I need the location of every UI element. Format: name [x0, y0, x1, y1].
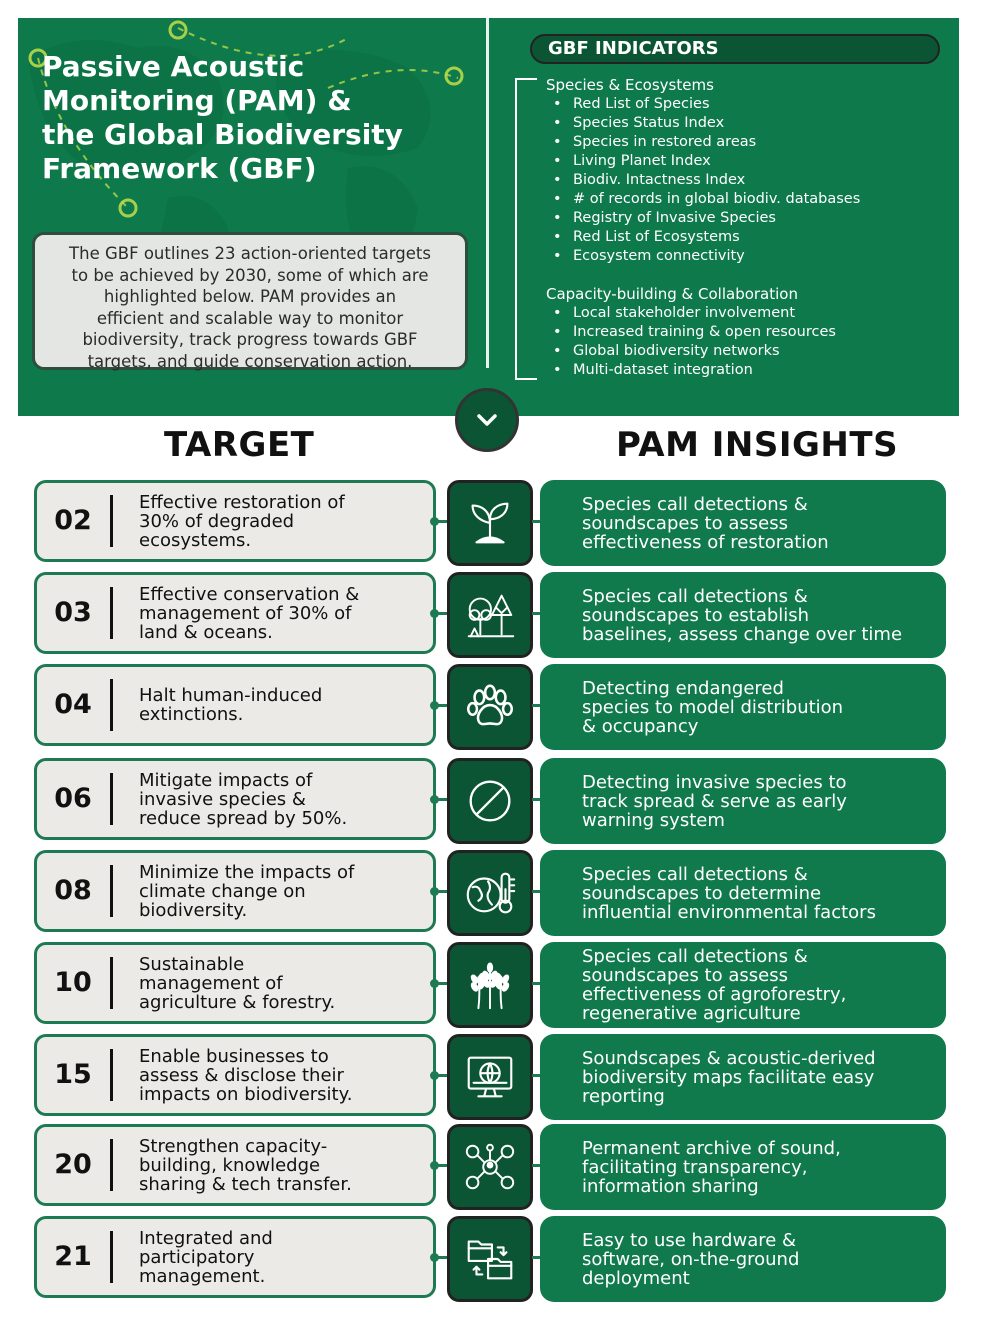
target-row-08 [0, 850, 992, 936]
insight-card [540, 758, 946, 844]
connector-dot [430, 1071, 439, 1080]
target-card [34, 758, 436, 840]
target-separator [110, 587, 113, 639]
target-line: biodiversity. [139, 899, 248, 921]
insight-line: Species call detections & [582, 863, 808, 885]
indicator-item: • Multi-dataset integration [546, 361, 836, 380]
target-description [139, 853, 429, 929]
intro-line: The GBF outlines 23 action-oriented targets [69, 244, 431, 263]
target-number: 08 [54, 875, 92, 906]
target-row-03 [0, 572, 992, 658]
target-card [34, 942, 436, 1024]
forest-icon [447, 572, 533, 658]
indicators-title: GBF INDICATORS [530, 34, 940, 64]
insight-card [540, 1034, 946, 1120]
target-number: 10 [54, 967, 92, 998]
target-line: land & oceans. [139, 621, 273, 643]
insight-line: biodiversity maps facilitate easy [582, 1066, 875, 1088]
insight-line: Detecting invasive species to [582, 771, 847, 793]
indicator-item: • Ecosystem connectivity [546, 247, 860, 266]
indicator-item: • Species Status Index [546, 114, 860, 133]
seedling-icon [447, 480, 533, 566]
indicator-item: • Living Planet Index [546, 152, 860, 171]
target-row-21 [0, 1216, 992, 1302]
indicator-item: • Increased training & open resources [546, 323, 836, 342]
indicator-item: • Red List of Species [546, 95, 860, 114]
insight-line: facilitating transparency, [582, 1156, 808, 1178]
indicator-group-heading: Species & Ecosystems [546, 76, 714, 94]
target-separator [110, 495, 113, 547]
globe-thermometer-icon [447, 850, 533, 936]
target-row-20 [0, 1124, 992, 1210]
target-description [139, 483, 429, 559]
target-card [34, 1034, 436, 1116]
target-line: extinctions. [139, 704, 244, 725]
target-separator [110, 957, 113, 1009]
target-number: 03 [54, 597, 92, 628]
connector-dot [430, 1253, 439, 1262]
insight-line: information sharing [582, 1175, 759, 1197]
target-line: Integrated and [139, 1227, 273, 1249]
target-line: management of 30% of [139, 602, 352, 624]
target-row-10 [0, 942, 992, 1028]
connector-dot [430, 979, 439, 988]
insight-line: warning system [582, 809, 725, 831]
target-number: 02 [54, 505, 92, 536]
insight-line: Species call detections & [582, 946, 808, 967]
target-line: agriculture & forestry. [139, 991, 336, 1013]
target-line: reduce spread by 50%. [139, 807, 348, 829]
target-line: Effective conservation & [139, 583, 360, 605]
insight-line: software, on-the-ground [582, 1248, 800, 1270]
indicator-item: • Registry of Invasive Species [546, 209, 860, 228]
insights-column-heading: PAM INSIGHTS [616, 425, 899, 465]
indicator-item: • Local stakeholder involvement [546, 304, 836, 323]
insight-line: effectiveness of restoration [582, 531, 829, 553]
target-card [34, 664, 436, 746]
target-description [139, 1219, 429, 1295]
chevron-down-icon [455, 388, 519, 452]
target-line: Halt human-induced [139, 685, 323, 706]
insight-line: soundscapes to determine [582, 882, 822, 904]
prohibited-icon [447, 758, 533, 844]
intro-line: efficient and scalable way to monitor [96, 308, 404, 328]
target-card [34, 1124, 436, 1206]
intro-line: highlighted below. PAM provides an [103, 287, 397, 306]
target-number: 20 [54, 1149, 92, 1180]
target-separator [110, 1231, 113, 1283]
insight-card [540, 942, 946, 1028]
indicator-item: • Species in restored areas [546, 133, 860, 152]
insight-card [540, 480, 946, 566]
network-people-icon [447, 1124, 533, 1210]
insight-line: Species call detections & [582, 585, 808, 607]
target-description [139, 1037, 429, 1113]
target-row-15 [0, 1034, 992, 1120]
target-description [139, 945, 429, 1021]
target-card [34, 480, 436, 562]
connector-dot [430, 701, 439, 710]
paw-icon [447, 664, 533, 750]
target-separator [110, 1139, 113, 1191]
indicator-item: • Global biodiversity networks [546, 342, 836, 361]
target-card [34, 1216, 436, 1298]
insight-line: reporting [582, 1085, 665, 1107]
target-row-04 [0, 664, 992, 750]
insight-line: Easy to use hardware & [582, 1229, 797, 1251]
insight-line: track spread & serve as early [582, 790, 847, 812]
indicator-item: • Biodiv. Intactness Index [546, 171, 860, 190]
intro-description [32, 232, 468, 370]
indicator-item: • Red List of Ecosystems [546, 228, 860, 247]
insight-line: soundscapes to assess [582, 965, 788, 986]
title-line: the Global Biodiversity [42, 118, 403, 151]
title-line: Monitoring (PAM) & [42, 84, 352, 117]
target-line: management of [139, 972, 283, 994]
target-line: Sustainable [139, 953, 245, 975]
target-number: 15 [54, 1059, 92, 1090]
indicators-bracket [515, 78, 537, 380]
indicator-item: • # of records in global biodiv. databases [546, 190, 860, 209]
target-card [34, 850, 436, 932]
target-separator [110, 773, 113, 825]
title-line: Framework (GBF) [42, 152, 317, 185]
target-card [34, 572, 436, 654]
target-line: assess & disclose their [139, 1064, 344, 1086]
target-description [139, 761, 429, 837]
insight-card [540, 572, 946, 658]
connector-dot [430, 1161, 439, 1170]
insight-line: Detecting endangered [582, 677, 784, 699]
target-line: Enable businesses to [139, 1045, 329, 1067]
target-line: building, knowledge [139, 1154, 321, 1176]
target-line: Minimize the impacts of [139, 861, 355, 883]
target-line: impacts on biodiversity. [139, 1083, 353, 1105]
target-line: 30% of degraded [139, 510, 295, 532]
insight-card [540, 664, 946, 750]
insight-line: effectiveness of agroforestry, [582, 984, 847, 1005]
target-description [139, 1127, 429, 1203]
target-separator [110, 865, 113, 917]
target-line: Effective restoration of [139, 491, 345, 513]
insight-line: soundscapes to establish [582, 604, 810, 626]
target-line: ecosystems. [139, 529, 252, 551]
target-column-heading: TARGET [164, 425, 315, 465]
page-title [42, 50, 482, 186]
insight-line: soundscapes to assess [582, 512, 788, 534]
insight-line: baselines, assess change over time [582, 623, 903, 645]
header-panel [18, 18, 959, 416]
target-line: participatory [139, 1246, 255, 1268]
monitor-globe-icon [447, 1034, 533, 1120]
target-description [139, 667, 429, 743]
target-line: climate change on [139, 880, 306, 902]
target-description [139, 575, 429, 651]
target-row-02 [0, 480, 992, 566]
target-separator [110, 1049, 113, 1101]
insight-line: species to model distribution [582, 696, 844, 718]
target-line: management. [139, 1265, 266, 1287]
insight-card [540, 850, 946, 936]
header-divider [486, 18, 489, 368]
target-number: 21 [54, 1241, 92, 1272]
target-line: Strengthen capacity- [139, 1135, 328, 1157]
indicator-group-species [546, 76, 860, 266]
target-row-06 [0, 758, 992, 844]
indicator-group-heading: Capacity-building & Collaboration [546, 285, 798, 303]
target-line: Mitigate impacts of [139, 769, 313, 791]
target-number: 06 [54, 783, 92, 814]
title-line: Passive Acoustic [42, 50, 305, 83]
insight-card [540, 1216, 946, 1302]
indicator-list [546, 304, 836, 380]
insight-line: regenerative agriculture [582, 1003, 801, 1024]
insight-card [540, 1124, 946, 1210]
connector-dot [430, 517, 439, 526]
folder-transfer-icon [447, 1216, 533, 1302]
target-number: 04 [54, 689, 92, 720]
wheat-icon [447, 942, 533, 1028]
indicator-group-capacity [546, 285, 836, 380]
insight-line: influential environmental factors [582, 901, 876, 923]
target-line: sharing & tech transfer. [139, 1173, 352, 1195]
target-line: invasive species & [139, 788, 306, 810]
insight-line: Permanent archive of sound, [582, 1137, 841, 1159]
connector-dot [430, 887, 439, 896]
intro-line: targets, and guide conservation action. [87, 351, 413, 371]
connector-dot [430, 609, 439, 618]
intro-line: biodiversity, track progress towards GBF [82, 330, 418, 349]
target-separator [110, 679, 113, 731]
indicator-list [546, 95, 860, 266]
intro-line: to be achieved by 2030, some of which are [71, 265, 429, 285]
insight-line: deployment [582, 1267, 690, 1289]
insight-line: Soundscapes & acoustic-derived [582, 1047, 876, 1069]
insight-line: Species call detections & [582, 493, 808, 515]
insight-line: & occupancy [582, 715, 699, 737]
connector-dot [430, 795, 439, 804]
